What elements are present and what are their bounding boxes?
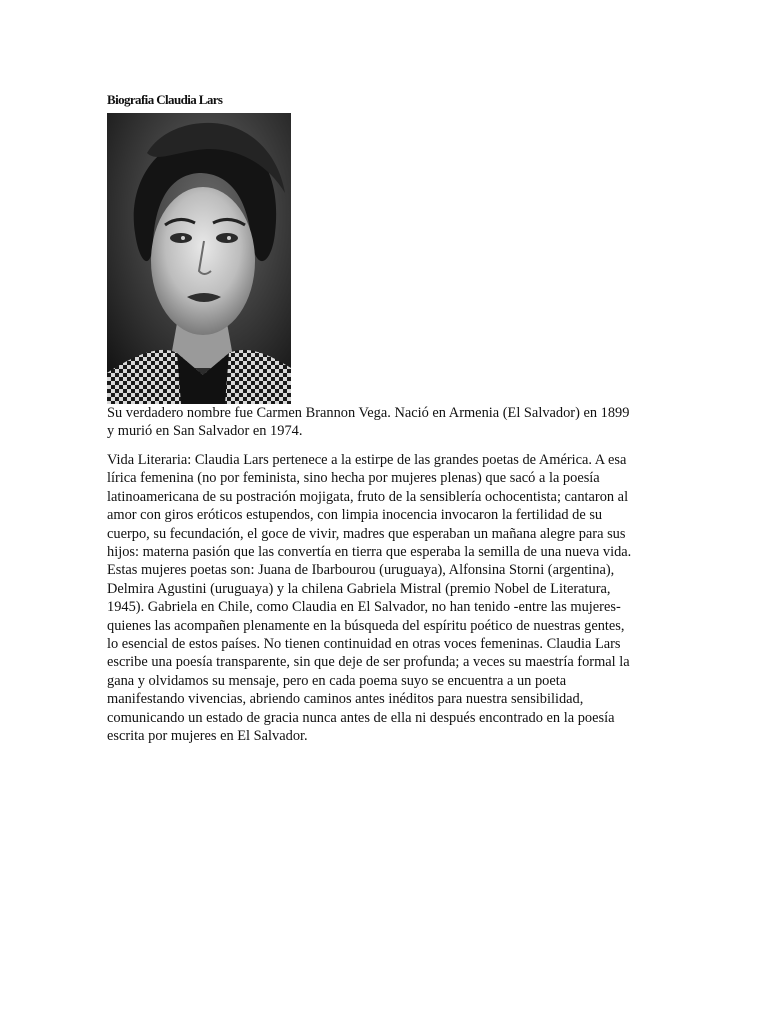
paragraph-literary-life: Vida Literaria: Claudia Lars pertenece a la estirpe de las grandes poetas de América. A esa lírica femenina (no por feminista, sino hecha por mujeres plenas) que sacó a la poesía latinoamericana de su postración mojigata, fruto de la sensiblería ochocentista; cantaron al amor con giros eróticos estupendos, con limpia inocencia invocaron la fertilidad de su cuerpo, su fecundación, el goce de vivir, madres que esperaban un mañana alegre para sus hijos: materna pasión que las convertía en tierra que esperaba la semilla de una nueva vida. Estas mujeres poetas son: Juana de Ibarbourou (uruguaya), Alfonsina Storni (argentina), Delmira Agustini (uruguaya) y la chilena Gabriela Mistral (premio Nobel de Literatura, 1945). Gabriela en Chile, como Claudia en El Salvador, no han tenido -entre las mujeres- quienes las acompañen plenamente en la búsqueda del espíritu poético de nuestras gentes, lo esencial de estos países. No tienen continuidad en otras voces femeninas. Claudia Lars escribe una poesía transparente, sin que deje de ser profunda; a veces su maestría formal la gana y olvidamos su mensaje, pero en cada poema suyo se encuentra a un poeta manifestando vivencias, abriendo caminos antes inéditos para nuestra sensibilidad, comunicando un estado de gracia nunca antes de ella ni después encontrado en la poesía escrita por mujeres en El Salvador. — [107, 452, 632, 745]
portrait-photo — [107, 113, 291, 404]
document-title: Biografia Claudia Lars — [107, 92, 223, 107]
paragraph-birth: Su verdadero nombre fue Carmen Brannon Vega. Nació en Armenia (El Salvador) en 1899 y murió en San Salvador en 1974. — [107, 405, 630, 440]
portrait-icon — [107, 113, 291, 404]
